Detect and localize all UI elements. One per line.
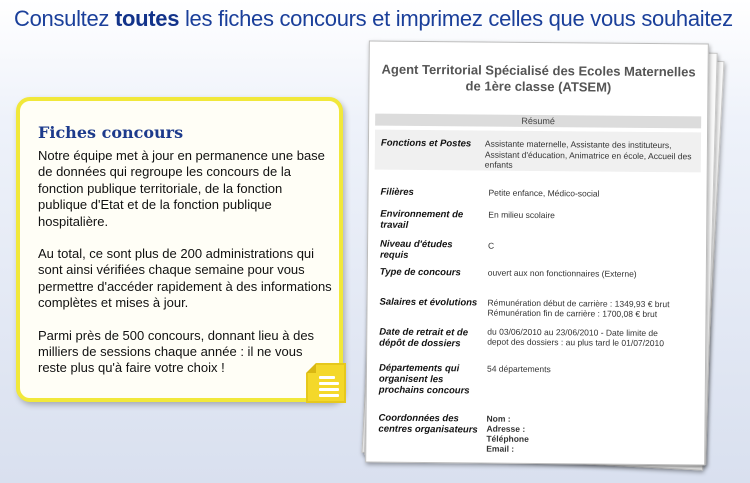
row-filieres [374, 182, 700, 205]
headline-end: les fiches concours et imprimez celles que vous souhaitez [179, 6, 733, 31]
row-environnement [374, 207, 700, 236]
info-paragraph: Au total, ce sont plus de 200 administrations qui sont ainsi vérifiées chaque semaine pour vous permettre d'accéder rapidement à des informations complètes et mises à jour. [38, 246, 332, 311]
row-salaires [373, 292, 699, 323]
value-salaires-fin: Rémunération fin de carrière : 1700,08 € brut [487, 307, 658, 320]
row-niveau [374, 238, 700, 265]
headline-start: Consultez [14, 6, 115, 31]
label-salaires: Salaires et évolutions [379, 296, 478, 309]
label-type: Type de concours [379, 266, 461, 279]
label-dates: Date de retrait et de dépôt de dossiers [379, 326, 469, 350]
row-dates [373, 324, 699, 355]
value-telephone: Téléphone [486, 433, 529, 444]
info-card-body [38, 148, 334, 393]
info-card [16, 97, 343, 402]
fiche-concours-preview [365, 41, 709, 466]
label-environnement: Environnement de travail [380, 208, 464, 231]
row-departements [373, 360, 699, 403]
value-nom: Nom : [486, 413, 511, 424]
value-type: ouvert aux non fonctionnaires (Externe) [487, 267, 637, 279]
label-coordonnees: Coordonnées des centres organisateurs [378, 412, 478, 436]
row-type [374, 264, 700, 287]
info-paragraph: Notre équipe met à jour en permanence une base de données qui regroupe les concours de la fonction publique territoriale, de la fonction publique d'Etat et de la fonction publique hospitalière. [38, 148, 325, 229]
label-fonctions: Fonctions et Postes [380, 137, 472, 150]
label-filieres: Filières [380, 186, 414, 198]
page-headline [14, 6, 744, 32]
value-niveau: C [488, 240, 495, 251]
value-email: Email : [486, 443, 515, 454]
headline-emphasis: toutes [114, 6, 180, 31]
label-niveau: Niveau d'études requis [379, 238, 453, 261]
document-icon [306, 363, 346, 403]
row-fonctions [375, 130, 701, 173]
resume-bar: Résumé [375, 114, 701, 129]
value-filieres: Petite enfance, Médico-social [488, 187, 600, 199]
value-fonctions: Assistante maternelle, Assistante des instituteurs, Assistant d'éducation, Animatrice en école, Accueil des enfants [484, 138, 692, 170]
label-departements: Départements qui organisent les prochains concours [378, 362, 470, 397]
value-adresse: Adresse : [486, 423, 526, 434]
value-departements: 54 départements [486, 363, 551, 375]
value-dates-2: depot des dossiers : au plus tard le 01/07/2010 [487, 336, 664, 349]
value-environnement: En milieu scolaire [488, 209, 555, 221]
value-dates-1: du 03/06/2010 au 23/06/2010 - Date limite de [487, 326, 658, 339]
fiche-title: Agent Territorial Spécialisé des Ecoles Maternelles de 1ère classe (ATSEM) [381, 61, 696, 95]
info-card-title: Fiches concours [38, 123, 184, 142]
row-coordonnees [372, 410, 698, 459]
info-paragraph: Parmi près de 500 concours, donnant lieu à des milliers de sessions chaque année : il ne vous reste plus qu'à faire votre choix ! [38, 327, 315, 376]
value-salaires-debut: Rémunération début de carrière : 1349,93 € brut [487, 297, 670, 310]
